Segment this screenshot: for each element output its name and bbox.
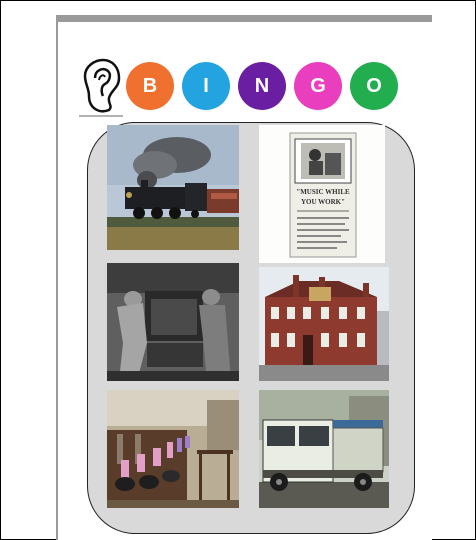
bingo-letter-o: O	[350, 62, 398, 110]
bingo-letter-g: G	[294, 62, 342, 110]
bingo-letter-i: I	[182, 62, 230, 110]
miners-at-coal-face-photo	[107, 263, 239, 381]
bingo-sheet	[56, 15, 432, 540]
ear-icon	[79, 58, 123, 118]
bingo-letter-n: N	[238, 62, 286, 110]
steam-train-photo	[107, 125, 239, 250]
textile-mill-machinery-photo	[107, 390, 239, 508]
milk-float-vehicle-photo	[259, 390, 389, 508]
music-while-you-work-poster-photo	[259, 125, 385, 263]
bingo-letter-b: B	[126, 62, 174, 110]
bingo-title	[126, 62, 398, 110]
poster-title: "MUSIC WHILE YOU WORK"	[296, 188, 350, 206]
red-brick-pub-photo	[259, 267, 389, 381]
left-rule	[56, 15, 58, 540]
top-rule	[56, 15, 432, 22]
